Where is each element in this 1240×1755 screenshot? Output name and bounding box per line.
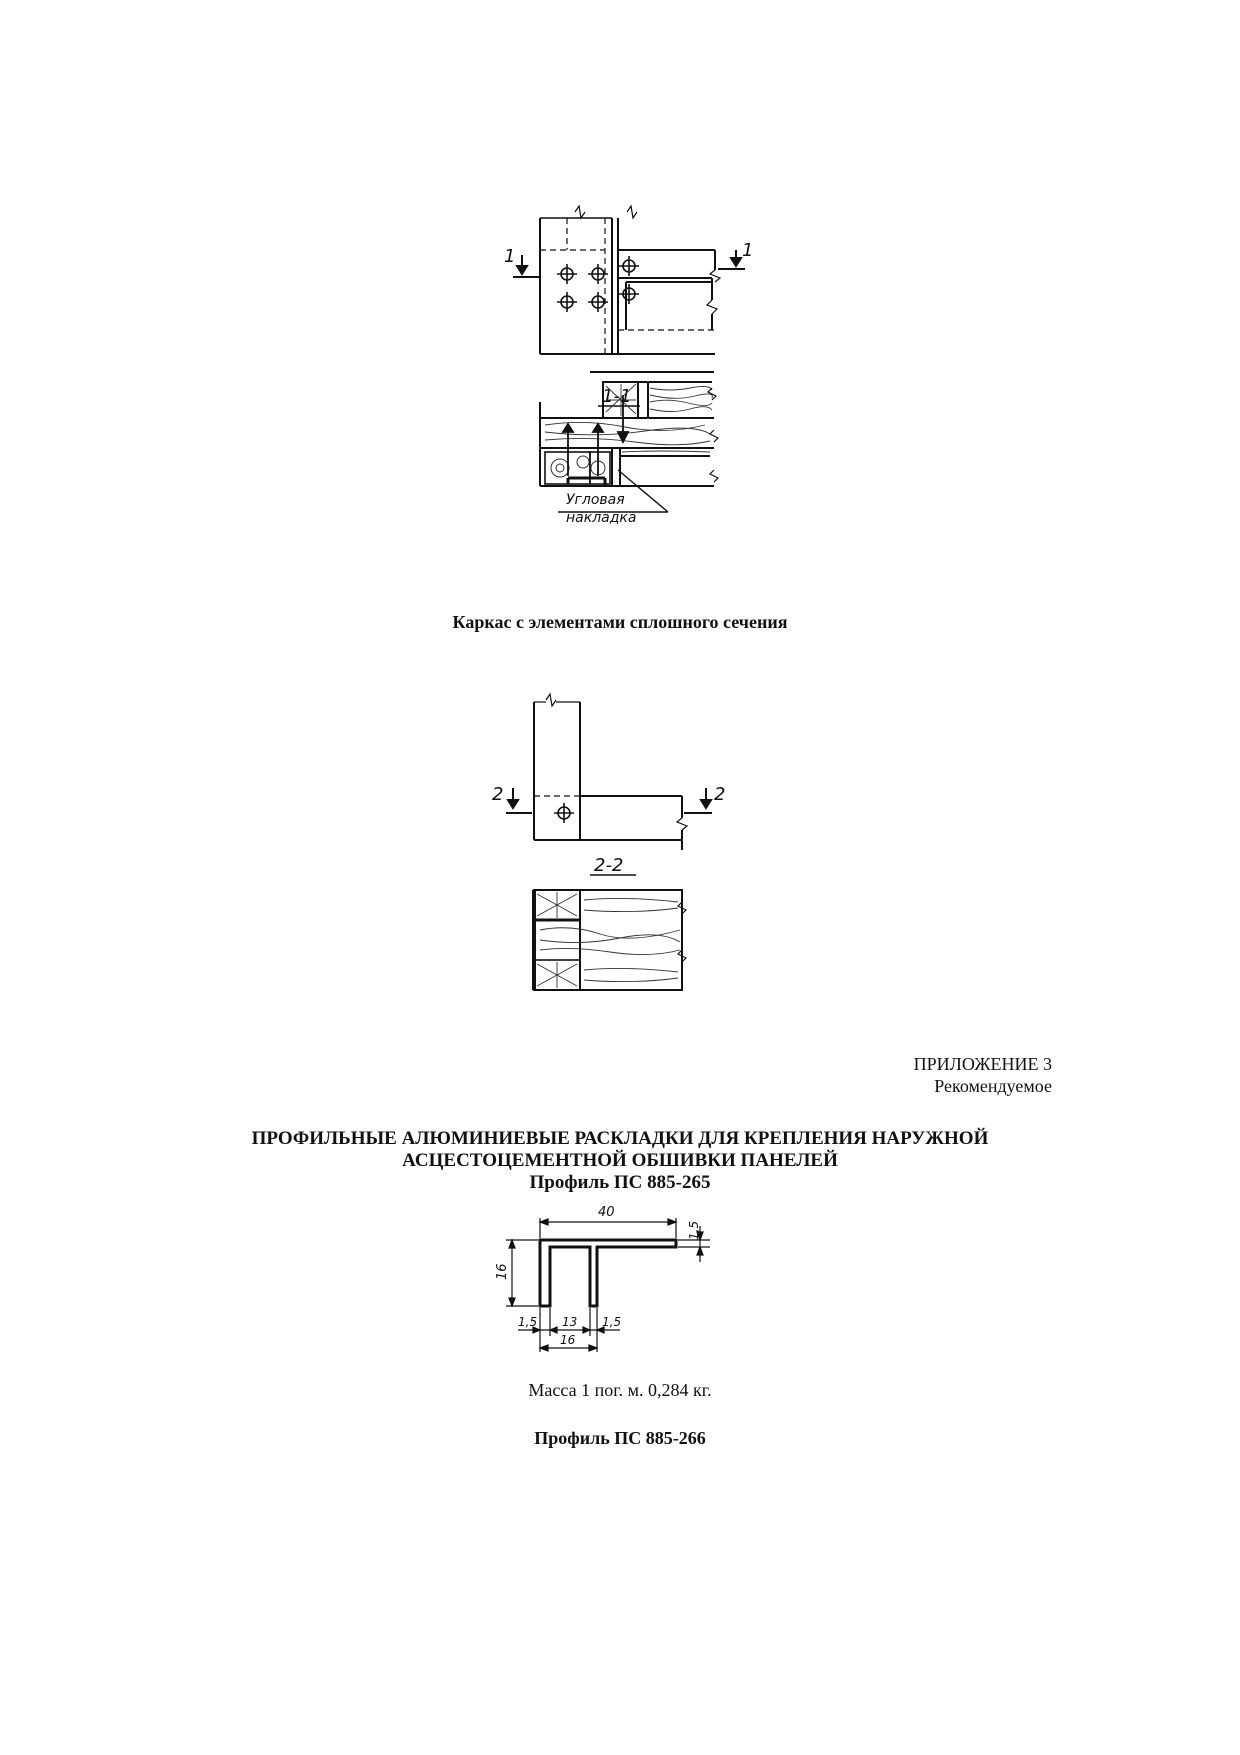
figure-1-drawing (0, 0, 1240, 560)
section-mark-right: 2 (714, 784, 726, 805)
bolt-icon (619, 284, 639, 304)
appendix-status: Рекомендуемое (934, 1076, 1052, 1096)
profile-shape (540, 1240, 676, 1306)
figure-1-caption: Каркас с элементами сплошного сечения (452, 612, 788, 632)
dim-base: 16 (560, 1333, 576, 1347)
figure-2-drawing (0, 680, 1240, 1080)
callout-label-line2: накладка (566, 510, 637, 526)
section-title-1-1: 1-1 (602, 386, 632, 407)
bolt-icon (554, 803, 574, 823)
appendix-heading-line2: АСЦЕСТОЦЕМЕНТНОЙ ОБШИВКИ ПАНЕЛЕЙ (402, 1150, 838, 1171)
bolt-icon (619, 256, 639, 276)
section-mark-left: 1 (504, 246, 516, 267)
bolt-icon (557, 292, 577, 312)
callout-label-line1: Угловая (566, 492, 625, 508)
bolt-icon (557, 264, 577, 284)
section-mark-right: 1 (742, 240, 754, 261)
appendix-number: ПРИЛОЖЕНИЕ 3 (913, 1054, 1052, 1074)
profile-1-mass: Масса 1 пог. м. 0,284 кг. (528, 1380, 712, 1400)
appendix-heading-line1: ПРОФИЛЬНЫЕ АЛЮМИНИЕВЫЕ РАСКЛАДКИ ДЛЯ КРЕПЛЕНИЯ НАРУЖНОЙ (251, 1128, 989, 1149)
dim-gap: 13 (562, 1315, 578, 1329)
section-mark-left: 2 (492, 784, 504, 805)
dim-height: 16 (495, 1263, 510, 1280)
dim-right-wall: 1,5 (602, 1315, 622, 1329)
dim-left-wall: 1,5 (518, 1315, 538, 1329)
profile-1-drawing (0, 1196, 1240, 1376)
profile-1-title: Профиль ПС 885-265 (529, 1172, 711, 1193)
dim-width: 40 (598, 1205, 615, 1220)
profile-2-title: Профиль ПС 885-266 (534, 1428, 706, 1448)
section-title-2-2: 2-2 (594, 855, 624, 876)
dim-flange: 1,5 (687, 1220, 701, 1240)
